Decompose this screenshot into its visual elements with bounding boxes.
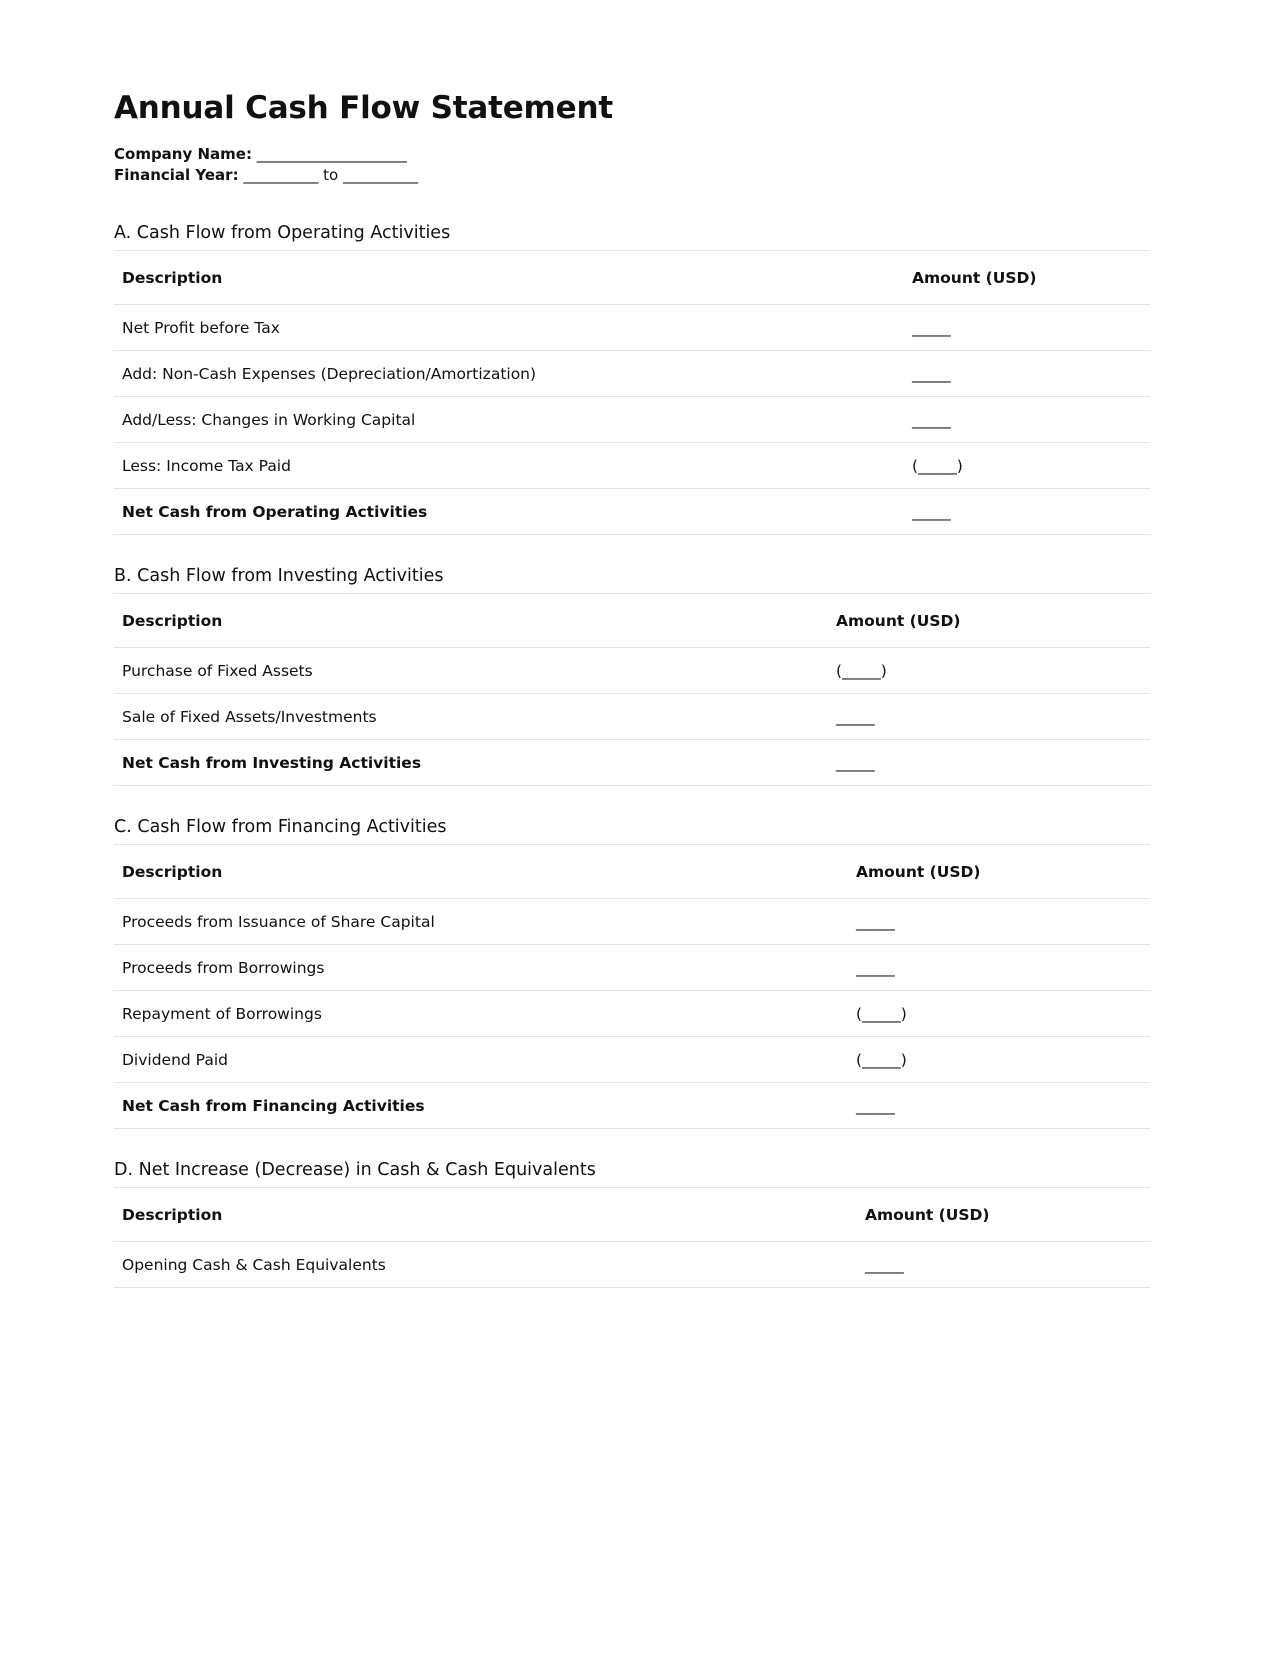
- table-row: [114, 1037, 1150, 1083]
- table-row: [114, 443, 1150, 489]
- net-change-table: [114, 1188, 1150, 1288]
- row-description: Dividend Paid: [114, 1037, 848, 1083]
- financing-table: [114, 845, 1150, 1129]
- section-title-net-change: D. Net Increase (Decrease) in Cash & Cash Equivalents: [114, 1158, 1150, 1188]
- table-header-row: [114, 1188, 1150, 1242]
- investing-table: [114, 594, 1150, 786]
- row-description: Repayment of Borrowings: [114, 991, 848, 1037]
- document-page: [114, 88, 1150, 1274]
- row-description: Proceeds from Borrowings: [114, 945, 848, 991]
- col-header-amount: Amount (USD): [828, 594, 1150, 648]
- row-description: Purchase of Fixed Assets: [114, 648, 828, 694]
- row-amount: _____: [904, 305, 1150, 351]
- company-name-label: Company Name:: [114, 145, 252, 163]
- row-amount: (_____): [848, 991, 1150, 1037]
- financial-year-label: Financial Year:: [114, 166, 239, 184]
- section-title-operating: A. Cash Flow from Operating Activities: [114, 221, 1150, 251]
- row-amount: (_____): [904, 443, 1150, 489]
- table-row: [114, 305, 1150, 351]
- total-amount: _____: [848, 1083, 1150, 1129]
- col-header-amount: Amount (USD): [904, 251, 1150, 305]
- table-row: [114, 1242, 1150, 1288]
- row-description: Less: Income Tax Paid: [114, 443, 904, 489]
- section-title-investing: B. Cash Flow from Investing Activities: [114, 564, 1150, 594]
- total-row: [114, 489, 1150, 535]
- operating-table: [114, 251, 1150, 535]
- col-header-description: Description: [114, 594, 828, 648]
- table-row: [114, 945, 1150, 991]
- table-row: [114, 397, 1150, 443]
- company-name-line: [114, 144, 1150, 165]
- table-row: [114, 991, 1150, 1037]
- total-amount: _____: [904, 489, 1150, 535]
- page-title: Annual Cash Flow Statement: [114, 90, 613, 126]
- col-header-description: Description: [114, 1188, 857, 1242]
- row-amount: _____: [828, 694, 1150, 740]
- row-description: Net Profit before Tax: [114, 305, 904, 351]
- company-name-blank: ____________________: [256, 145, 407, 163]
- row-amount: _____: [848, 945, 1150, 991]
- section-investing: [114, 564, 1150, 786]
- section-title-financing: C. Cash Flow from Financing Activities: [114, 815, 1150, 845]
- table-header-row: [114, 845, 1150, 899]
- table-row: [114, 694, 1150, 740]
- section-net-change: [114, 1158, 1150, 1288]
- section-operating: [114, 221, 1150, 535]
- table-row: [114, 351, 1150, 397]
- row-description: Add/Less: Changes in Working Capital: [114, 397, 904, 443]
- statement-meta: [114, 144, 1150, 186]
- col-header-amount: Amount (USD): [848, 845, 1150, 899]
- row-description: Sale of Fixed Assets/Investments: [114, 694, 828, 740]
- financial-year-from-blank: __________: [243, 166, 319, 184]
- total-description: Net Cash from Investing Activities: [114, 740, 828, 786]
- table-header-row: [114, 251, 1150, 305]
- row-amount: _____: [904, 351, 1150, 397]
- total-amount: _____: [828, 740, 1150, 786]
- total-row: [114, 1083, 1150, 1129]
- financial-year-line: [114, 165, 1150, 186]
- financial-year-to-word: to: [323, 166, 339, 184]
- total-row: [114, 740, 1150, 786]
- total-description: Net Cash from Operating Activities: [114, 489, 904, 535]
- row-amount: _____: [857, 1242, 1150, 1288]
- col-header-description: Description: [114, 251, 904, 305]
- section-financing: [114, 815, 1150, 1129]
- row-amount: _____: [904, 397, 1150, 443]
- row-amount: _____: [848, 899, 1150, 945]
- row-description: Add: Non-Cash Expenses (Depreciation/Amortization): [114, 351, 904, 397]
- row-amount: (_____): [848, 1037, 1150, 1083]
- financial-year-to-blank: __________: [342, 166, 418, 184]
- total-description: Net Cash from Financing Activities: [114, 1083, 848, 1129]
- row-description: Proceeds from Issuance of Share Capital: [114, 899, 848, 945]
- col-header-amount: Amount (USD): [857, 1188, 1150, 1242]
- row-description: Opening Cash & Cash Equivalents: [114, 1242, 857, 1288]
- table-header-row: [114, 594, 1150, 648]
- table-row: [114, 899, 1150, 945]
- table-row: [114, 648, 1150, 694]
- col-header-description: Description: [114, 845, 848, 899]
- row-amount: (_____): [828, 648, 1150, 694]
